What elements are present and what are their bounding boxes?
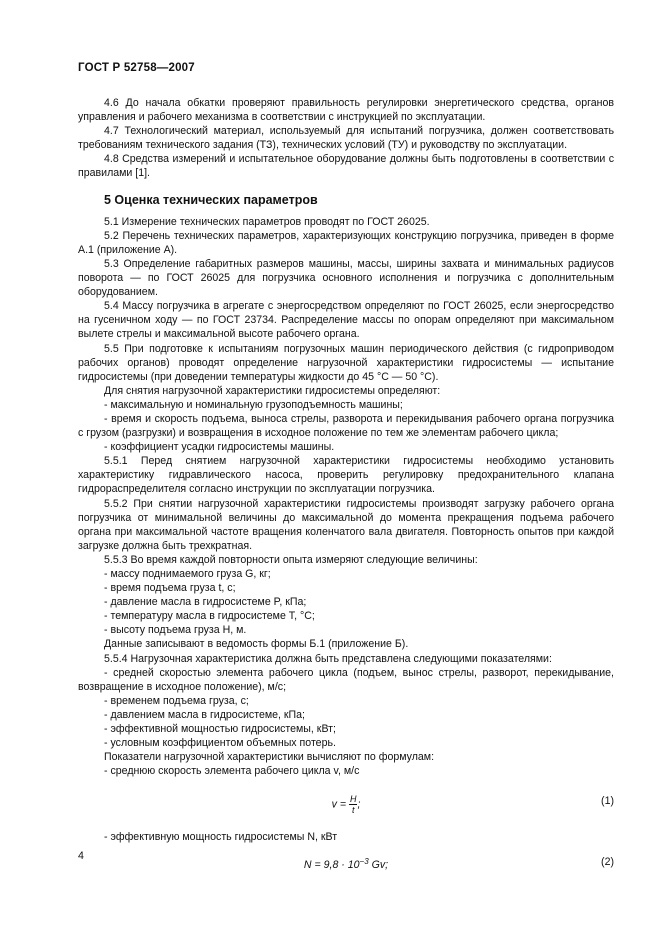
list-item: - высоту подъема груза H, м. (104, 624, 247, 637)
page-body (78, 96, 614, 881)
formula-1-number: (1) (601, 795, 614, 808)
document-header: ГОСТ Р 52758—2007 (78, 62, 195, 74)
list-item: - температуру масла в гидросистеме T, °С; (104, 610, 315, 623)
page-number: 4 (78, 850, 84, 862)
fraction-numerator: H (349, 794, 357, 805)
para-4-7: 4.7 Технологический материал, используемый для испытаний погрузчика, должен соответствовать требованиям технического задания (ТЗ), технических условий (ТУ) и руководству по эксплуатации. (78, 125, 614, 152)
list-item: - массу поднимаемого груза G, кг; (104, 568, 271, 580)
para-5-5-2: 5.5.2 При снятии нагрузочной характеристики гидросистемы производят загрузку рабочего органа погрузчика от минимальной величины до максимальной до момента прекращения подъема рабочего органа при максимальной частоте вращения коленчатого вала двигателя. Повторность опытов при каждой загрузке должна быть трехкратная. (78, 497, 614, 552)
formula-2-number: (2) (601, 855, 614, 868)
para-5-4: 5.4 Массу погрузчика в агрегате с энергосредством определяют по ГОСТ 26025, если энергосредство на гусеничном ходу — по ГОСТ 23734. Распределение массы по опорам определяют при максимальном вылете стрелы и максимальной высоте рабочего органа. (78, 300, 614, 341)
para-formulas-intro: Показатели нагрузочной характеристики вычисляют по формулам: (104, 751, 435, 764)
formula-1-expression (78, 794, 614, 815)
list-item: - давлением масла в гидросистеме, кПа; (104, 708, 305, 721)
list-item: - эффективной мощностью гидросистемы, кВт; (104, 723, 336, 736)
list-item: - условным коэффициентом объемных потерь. (104, 737, 336, 750)
formula-2-expression (78, 855, 614, 872)
para-5-2: 5.2 Перечень технических параметров, характеризующих конструкцию погрузчика, приведен в форме А.1 (приложение А). (78, 229, 614, 256)
section-heading: 5 Оценка технических параметров (104, 192, 318, 207)
list-item: - среднюю скорость элемента рабочего цикла v, м/с (104, 765, 360, 778)
formula-2-tail: Gv; (368, 858, 389, 871)
formula-1-tail: ; (357, 798, 361, 811)
para-5-5: 5.5 При подготовке к испытаниям погрузочных машин периодического действия (с гидроприводом рабочих органов) проводят определение нагрузочной характеристики гидросистемы — испытание гидросистемы (при доведении температуры жидкости до 45 °С — 50 °С). (78, 342, 614, 383)
formula-2-exponent: −3 (359, 856, 369, 866)
list-item: - давление масла в гидросистеме P, кПа; (104, 596, 307, 609)
formula-1-lhs: v = (331, 798, 347, 811)
list-item: - средней скоростью элемента рабочего цикла (подъем, вынос стрелы, разворот, перекидывание, возвращение в исходное положение), м/с; (78, 666, 614, 693)
para-4-6: 4.6 До начала обкатки проверяют правильность регулировки энергетического средства, органов управления и рабочего механизма в соответствии с инструкцией по эксплуатации. (78, 97, 614, 124)
list-item: - эффективную мощность гидросистемы N, кВт (104, 831, 338, 844)
para-5-5-1: 5.5.1 Перед снятием нагрузочной характеристики гидросистемы необходимо установить характеристику гидравлического насоса, проверить регулировку предохранительного клапана гидрораспределителя согласно инструкции по эксплуатации погрузчика. (78, 455, 614, 496)
list-item: - временем подъема груза, с; (104, 694, 249, 707)
list-item: - коэффициент усадки гидросистемы машины. (104, 441, 335, 454)
para-5-5-4: 5.5.4 Нагрузочная характеристика должна быть представлена следующими показателями: (104, 652, 552, 665)
list-item: - время и скорость подъема, выноса стрелы, разворота и перекидывания рабочего органа погрузчика с грузом (разгрузки) и возвращения в исходное положение по тем же элементам рабочего цикла; (78, 412, 614, 440)
para-5-3: 5.3 Определение габаритных размеров машины, массы, ширины захвата и минимальных радиусов поворота — по ГОСТ 26025 для погрузчика основного исполнения и погрузчика с дополнительным оборудованием. (78, 257, 614, 299)
list-item: - максимальную и номинальную грузоподъемность машины; (104, 398, 403, 411)
para-data-record: Данные записывают в ведомость формы Б.1 (приложение Б). (104, 638, 409, 651)
fraction-denominator: t (351, 805, 355, 816)
formula-2 (78, 855, 614, 873)
para-5-5-3: 5.5.3 Во время каждой повторности опыта измеряют следующие величины: (104, 553, 478, 566)
list-item: - время подъема груза t, с; (104, 582, 236, 595)
formula-1 (78, 784, 614, 822)
para-4-8: 4.8 Средства измерений и испытательное оборудование должны быть подготовлены в соответствии с правилами [1]. (78, 153, 614, 180)
para-list-intro: Для снятия нагрузочной характеристики гидросистемы определяют: (104, 384, 441, 397)
formula-2-base: N = 9,8 · 10 (303, 858, 360, 871)
para-5-1: 5.1 Измерение технических параметров проводят по ГОСТ 26025. (104, 215, 430, 228)
